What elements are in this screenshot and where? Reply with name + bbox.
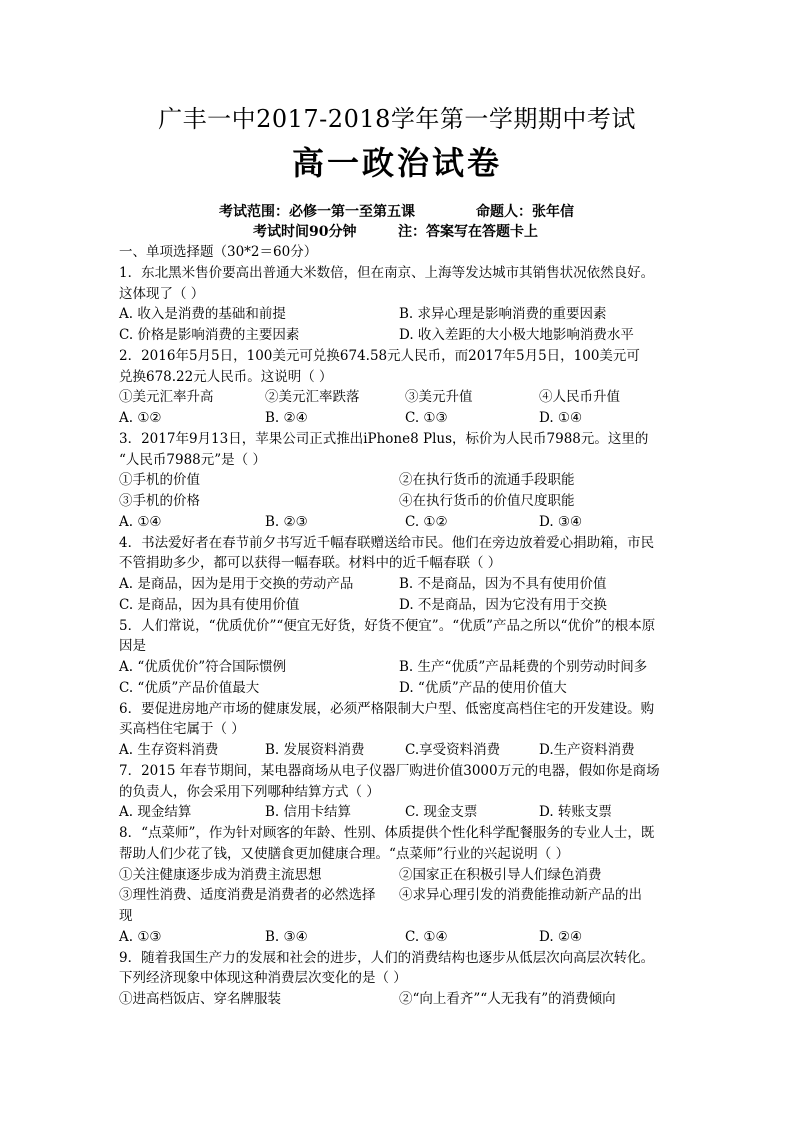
option-row xyxy=(119,595,679,616)
option-row xyxy=(119,927,679,948)
option-row xyxy=(119,678,679,699)
exam-note: 注：答案写在答题卡上 xyxy=(398,224,538,240)
answer-option: A. ①④ xyxy=(119,513,162,530)
option-row xyxy=(119,470,679,491)
option-row xyxy=(119,802,679,823)
question-stem-line: 9．随着我国生产力的发展和社会的进步，人们的消费结构也逐步从低层次向高层次转化。 xyxy=(119,949,655,966)
answer-option: C.享受资料消费 xyxy=(405,742,501,758)
question xyxy=(119,699,679,761)
answer-option: D. 不是商品，因为它没有用于交换 xyxy=(399,596,607,613)
answer-option: ①美元汇率升高 xyxy=(119,389,214,406)
answer-option: ②美元汇率跌落 xyxy=(265,389,360,406)
school-exam-title: 广丰一中2017-2018学年第一学期期中考试 xyxy=(158,105,636,133)
option-row xyxy=(119,325,679,346)
question-stem-line: 帮助人们少花了钱，又使膳食更加健康合理。“点菜师”行业的兴起说明（ ） xyxy=(119,845,570,862)
question-stem-line: 5．人们常说，“优质优价”“便宜无好货，好货不便宜”。“优质”产品之所以“优价”的根本原 xyxy=(119,617,656,634)
option-row xyxy=(119,885,679,906)
answer-option: D. “优质”产品的使用价值大 xyxy=(399,679,567,696)
option-row xyxy=(119,574,679,595)
answer-option: A. 生存资料消费 xyxy=(119,742,219,758)
answer-option: ③手机的价格 xyxy=(119,493,200,509)
option-row xyxy=(119,989,679,1010)
option-row xyxy=(119,408,679,429)
answer-option: ①关注健康逐步成为消费主流思想 xyxy=(119,866,322,883)
answer-option: B. 求异心理是影响消费的重要因素 xyxy=(399,306,607,323)
answer-option: B. 信用卡结算 xyxy=(265,804,352,821)
option-row xyxy=(119,491,679,512)
answer-option: B. ③④ xyxy=(265,928,308,945)
answer-option: C. 是商品，因为具有使用价值 xyxy=(119,596,300,613)
exam-scope: 考试范围：必修一第一至第五课 xyxy=(219,204,415,220)
answer-option: B. ②④ xyxy=(265,410,308,426)
question-stem-line: “人民币7988元”是（ ） xyxy=(119,451,266,468)
question-stem-line: 3．2017年9月13日，苹果公司正式推出iPhone8 Plus，标价为人民币7988元。这里的 xyxy=(119,430,649,447)
answer-option: D. ②④ xyxy=(539,928,583,945)
question-stem-line: 的负责人，你会采用下列哪种结算方式（ ） xyxy=(119,783,380,800)
question-stem-line: 这体现了（ ） xyxy=(119,285,205,302)
option-row xyxy=(119,657,679,678)
question-stem-line: 7．2015 年春节期间，某电器商场从电子仪器厂购进价值3000万元的电器，假如你是商场 xyxy=(119,762,660,779)
answer-option: A. 收入是消费的基础和前提 xyxy=(119,306,286,323)
exam-time: 考试时间90分钟 xyxy=(253,224,357,240)
answer-option: ④求异心理引发的消费能推动新产品的出 xyxy=(399,887,642,904)
question-list xyxy=(119,263,679,1010)
answer-option: C. 价格是影响消费的主要因素 xyxy=(119,327,300,343)
answer-option: B. 发展资料消费 xyxy=(265,742,365,758)
answer-option: D. 转账支票 xyxy=(539,804,612,821)
option-row xyxy=(119,304,679,325)
answer-option: A. ①② xyxy=(119,410,162,426)
answer-option: A. 现金结算 xyxy=(119,804,192,821)
answer-option: D.生产资料消费 xyxy=(539,742,635,758)
answer-option: ①手机的价值 xyxy=(119,472,200,489)
answer-option: ①进高档饭店、穿名牌服装 xyxy=(119,991,281,1007)
answer-option: ③美元升值 xyxy=(405,389,473,406)
answer-option: ②在执行货币的流通手段职能 xyxy=(399,472,575,489)
answer-option: ②“向上看齐”“人无我有”的消费倾向 xyxy=(399,991,616,1007)
answer-option: D. ①④ xyxy=(539,410,583,426)
answer-option: A. “优质优价”符合国际惯例 xyxy=(119,659,287,675)
question-stem-line: 8．“点菜师”，作为针对顾客的年龄、性别、体质提供个性化科学配餐服务的专业人士，既 xyxy=(119,825,655,841)
exam-body xyxy=(119,242,679,1010)
answer-option: ④人民币升值 xyxy=(539,389,620,406)
answer-option: ②国家正在积极引导人们绿色消费 xyxy=(399,866,602,883)
answer-option: D. ③④ xyxy=(539,513,583,530)
question-stem-line: 2．2016年5月5日，100美元可兑换674.58元人民币，而2017年5月5日，100美元可 xyxy=(119,347,640,364)
question-stem-line: 下列经济现象中体现这种消费层次变化的是（ ） xyxy=(119,970,407,987)
answer-option: 现 xyxy=(119,908,133,924)
question xyxy=(119,616,679,699)
answer-option: B. ②③ xyxy=(265,513,308,530)
answer-option: C. ①② xyxy=(405,513,448,530)
exam-author: 命题人：张年信 xyxy=(476,204,574,220)
answer-option: D. 收入差距的大小极大地影响消费水平 xyxy=(399,327,634,343)
question-stem-line: 4．书法爱好者在春节前夕书写近千幅春联赠送给市民。他们在旁边放着爱心捐助箱，市民 xyxy=(119,534,655,551)
question xyxy=(119,429,679,533)
question-stem-line: 兑换678.22元人民币。这说明（ ） xyxy=(119,368,333,385)
question xyxy=(119,948,679,1010)
question-stem-line: 买高档住宅属于（ ） xyxy=(119,721,245,738)
answer-option: B. 不是商品，因为不具有使用价值 xyxy=(399,576,607,592)
answer-option: B. 生产“优质”产品耗费的个别劳动时间多 xyxy=(399,659,648,675)
answer-option: ③理性消费、适度消费是消费者的必然选择 xyxy=(119,887,376,904)
question-stem-line: 6．要促进房地产市场的健康发展，必须严格限制大户型、低密度高档住宅的开发建设。购 xyxy=(119,700,655,717)
answer-option: C. “优质”产品价值最大 xyxy=(119,679,260,696)
question xyxy=(119,761,679,823)
paper-title: 高一政治试卷 xyxy=(291,144,502,182)
answer-option: ④在执行货币的价值尺度职能 xyxy=(399,493,575,509)
option-row xyxy=(119,906,679,927)
question-stem-line: 因是 xyxy=(119,638,146,655)
question-stem-line: 1．东北黑米售价要高出普通大米数倍，但在南京、上海等发达城市其销售状况依然良好。 xyxy=(119,264,655,281)
question-stem-line: 不管捐助多少，都可以获得一幅春联。材料中的近千幅春联（ ） xyxy=(119,555,502,572)
option-row xyxy=(119,387,679,408)
section-title: 一、单项选择题（30*2＝60分） xyxy=(119,244,318,260)
answer-option: C. ①④ xyxy=(405,928,448,945)
option-row xyxy=(119,512,679,533)
question xyxy=(119,533,679,616)
answer-option: A. ①③ xyxy=(119,928,162,945)
option-row xyxy=(119,740,679,761)
question xyxy=(119,346,679,429)
question xyxy=(119,823,679,948)
option-row xyxy=(119,865,679,886)
answer-option: A. 是商品，因为是用于交换的劳动产品 xyxy=(119,576,354,592)
question xyxy=(119,263,679,346)
answer-option: C. 现金支票 xyxy=(405,804,478,821)
answer-option: C. ①③ xyxy=(405,410,448,426)
